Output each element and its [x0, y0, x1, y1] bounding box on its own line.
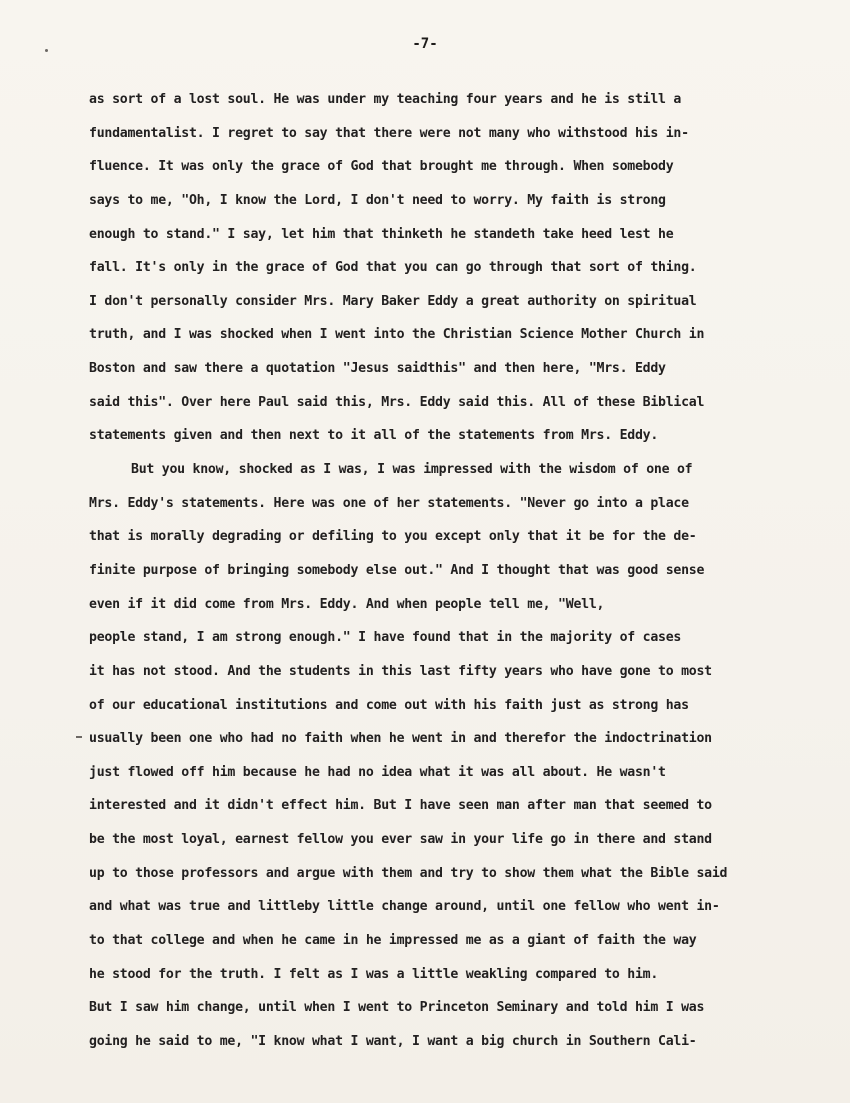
text-line: I don't personally consider Mrs. Mary Baker Eddy a great authority on spiritual	[89, 293, 697, 309]
text-line: usually been one who had no faith when he went in and therefor the indoctrination	[89, 731, 712, 747]
text-line: people stand, I am strong enough." I have found that in the majority of cases	[89, 630, 682, 646]
text-line: be the most loyal, earnest fellow you ever saw in your life go in there and stand	[89, 832, 712, 848]
text-line: enough to stand." I say, let him that thinketh he standeth take heed lest he	[89, 226, 674, 242]
text-line: Mrs. Eddy's statements. Here was one of her statements. "Never go into a place	[89, 495, 689, 511]
text-line: truth, and I was shocked when I went into the Christian Science Mother Church in	[89, 327, 705, 343]
paragraph-start-line: But you know, shocked as I was, I was impressed with the wisdom of one of	[131, 462, 693, 478]
text-line: going he said to me, "I know what I want, I want a big church in Southern Cali-	[89, 1033, 697, 1049]
text-line: up to those professors and argue with them and try to show them what the Bible said	[89, 865, 728, 881]
text-line: as sort of a lost soul. He was under my teaching four years and he is still a	[89, 92, 682, 107]
page-number: -7-	[412, 36, 438, 52]
text-line: said this". Over here Paul said this, Mrs. Eddy said this. All of these Biblical	[89, 394, 705, 410]
margin-mark	[76, 736, 82, 738]
text-line: Boston and saw there a quotation "Jesus saidthis" and then here, "Mrs. Eddy	[89, 361, 666, 377]
text-line: he stood for the truth. I felt as I was a little weakling compared to him.	[89, 966, 659, 982]
text-line: But I saw him change, until when I went to Princeton Seminary and told him I was	[89, 1000, 705, 1016]
text-line: finite purpose of bringing somebody else out." And I thought that was good sense	[89, 562, 705, 578]
text-line: says to me, "Oh, I know the Lord, I don't need to worry. My faith is strong	[89, 192, 666, 208]
text-line: it has not stood. And the students in this last fifty years who have gone to most	[89, 663, 712, 679]
text-line: interested and it didn't effect him. But I have seen man after man that seemed to	[89, 798, 712, 814]
text-line: fundamentalist. I regret to say that there were not many who withstood his in-	[89, 125, 689, 141]
typed-body-text	[89, 88, 789, 1064]
text-line: statements given and then next to it all of the statements from Mrs. Eddy.	[89, 428, 659, 444]
text-line: to that college and when he came in he impressed me as a giant of faith the way	[89, 933, 697, 949]
text-line: just flowed off him because he had no idea what it was all about. He wasn't	[89, 764, 666, 780]
text-line: fluence. It was only the grace of God that brought me through. When somebody	[89, 159, 674, 175]
text-line: fall. It's only in the grace of God that you can go through that sort of thing.	[89, 260, 697, 276]
text-line: and what was true and littleby little change around, until one fellow who went in-	[89, 899, 720, 915]
text-line: even if it did come from Mrs. Eddy. And when people tell me, "Well,	[89, 596, 605, 612]
text-line: that is morally degrading or defiling to you except only that it be for the de-	[89, 529, 697, 545]
text-line: of our educational institutions and come out with his faith just as strong has	[89, 697, 689, 713]
